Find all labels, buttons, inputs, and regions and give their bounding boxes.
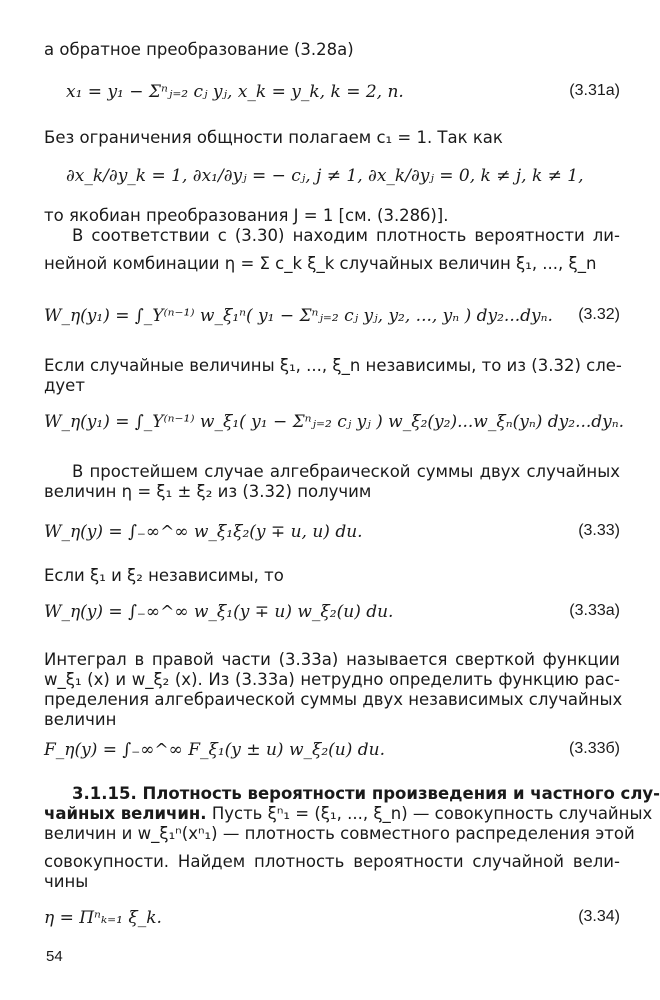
text-line: совокупности. Найдем плотность вероятности случайной вели-	[44, 852, 620, 871]
page-number: 54	[46, 948, 63, 965]
equation-formula: F_η(y) = ∫₋∞^∞ F_ξ₁(y ± u) w_ξ₂(u) du.	[44, 740, 386, 760]
equation-formula: W_η(y₁) = ∫_Y⁽ⁿ⁻¹⁾ w_ξ₁( y₁ − Σⁿⱼ₌₂ cⱼ yⱼ ) w_ξ₂(y₂)...w_ξₙ(yₙ) dy₂...dyₙ.	[44, 412, 625, 432]
equation-number: (3.33б)	[569, 740, 620, 757]
text-line: Без ограничения общности полагаем c₁ = 1. Так как	[44, 128, 503, 147]
text-line: дует	[44, 376, 85, 395]
equation-number: (3.32)	[578, 306, 620, 323]
equation-formula: η = Πⁿₖ₌₁ ξ_k.	[44, 908, 162, 928]
equation-number: (3.33)	[578, 522, 620, 539]
equation-partials	[44, 166, 620, 196]
equation-3-33b	[44, 740, 620, 770]
equation-number: (3.34)	[578, 908, 620, 925]
text-line: чины	[44, 872, 89, 891]
text-line: величин и w_ξ₁ⁿ(xⁿ₁) — плотность совместного распределения этой	[44, 824, 635, 843]
text-line: величин η = ξ₁ ± ξ₂ из (3.32) получим	[44, 482, 372, 501]
text-line: величин	[44, 710, 117, 729]
text-line: w_ξ₁ (x) и w_ξ₂ (x). Из (3.33а) нетрудно определить функцию рас-	[44, 670, 620, 689]
equation-3-31a	[44, 82, 620, 112]
text-line: Если ξ₁ и ξ₂ независимы, то	[44, 566, 284, 585]
equation-number: (3.31а)	[569, 82, 620, 99]
equation-3-34	[44, 908, 620, 938]
equation-formula: W_η(y) = ∫₋∞^∞ w_ξ₁ξ₂(y ∓ u, u) du.	[44, 522, 363, 542]
text-line: нейной комбинации η = Σ c_k ξ_k случайных величин ξ₁, ..., ξ_n	[44, 254, 597, 273]
text-line: а обратное преобразование (3.28а)	[44, 40, 354, 59]
text-line: пределения алгебраической суммы двух независимых случайных	[44, 690, 623, 709]
text-line	[44, 804, 653, 824]
equation-3-32	[44, 306, 620, 336]
text-line: В простейшем случае алгебраической суммы двух случайных	[72, 462, 620, 481]
equation-formula: ∂x_k/∂y_k = 1, ∂x₁/∂yⱼ = − cⱼ, j ≠ 1, ∂x_k/∂yⱼ = 0, k ≠ j, k ≠ 1,	[66, 166, 584, 186]
equation-3-33	[44, 522, 620, 552]
equation-number: (3.33а)	[569, 602, 620, 619]
text-line: Если случайные величины ξ₁, ..., ξ_n независимы, то из (3.32) сле-	[44, 356, 622, 375]
section-heading-continued: чайных величин.	[44, 804, 207, 823]
text-span: Пусть ξⁿ₁ = (ξ₁, ..., ξ_n) — совокупность случайных	[206, 804, 653, 823]
equation-formula: W_η(y) = ∫₋∞^∞ w_ξ₁(y ∓ u) w_ξ₂(u) du.	[44, 602, 394, 622]
section-heading: 3.1.15. Плотность вероятности произведения и частного слу-	[72, 784, 660, 803]
text-line: В соответствии с (3.30) находим плотность вероятности ли-	[72, 226, 620, 245]
text-line: то якобиан преобразования J = 1 [см. (3.28б)].	[44, 206, 449, 225]
equation-independent	[44, 412, 625, 442]
equation-formula: x₁ = y₁ − Σⁿⱼ₌₂ cⱼ yⱼ, x_k = y_k, k = 2, n.	[66, 82, 404, 102]
equation-3-33a	[44, 602, 620, 632]
text-line: Интеграл в правой части (3.33а) называется сверткой функции	[44, 650, 620, 669]
equation-formula: W_η(y₁) = ∫_Y⁽ⁿ⁻¹⁾ w_ξ₁ⁿ( y₁ − Σⁿⱼ₌₂ cⱼ yⱼ, y₂, ..., yₙ ) dy₂...dyₙ.	[44, 306, 553, 326]
